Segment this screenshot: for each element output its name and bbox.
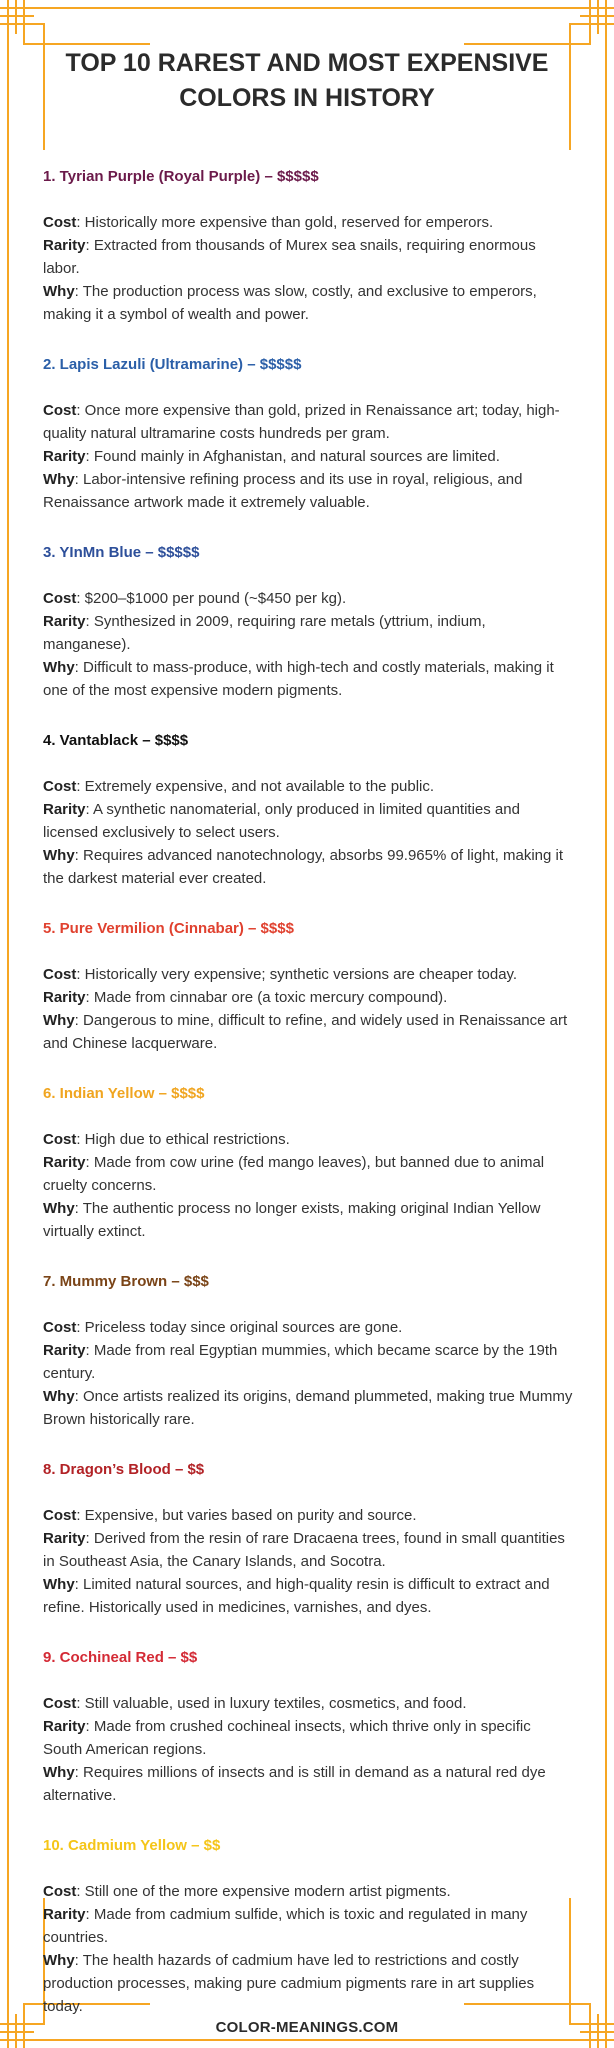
color-entry-2 [43, 353, 573, 514]
cost-label: Cost [43, 1695, 77, 1712]
cost-text: : Historically very expensive; synthetic versions are cheaper today. [76, 966, 518, 983]
entry-heading: 1. Tyrian Purple (Royal Purple) – $$$$$ [43, 168, 319, 185]
why-text: : Labor-intensive refining process and its use in royal, religious, and Renaissance artwork made it extremely valuable. [43, 471, 523, 511]
rarity-line [43, 1903, 573, 1949]
rarity-label: Rarity [43, 1154, 86, 1171]
why-label: Why [43, 1576, 75, 1593]
color-entry-6 [43, 1082, 573, 1243]
why-line [43, 468, 573, 514]
frame-corner-top-right [562, 0, 614, 52]
cost-label: Cost [43, 966, 77, 983]
cost-text: : Still valuable, used in luxury textiles, cosmetics, and food. [76, 1695, 467, 1712]
rarity-line [43, 1151, 573, 1197]
rarity-label: Rarity [43, 989, 86, 1006]
rarity-label: Rarity [43, 613, 86, 630]
cost-line [43, 1504, 573, 1527]
rarity-label: Rarity [43, 801, 86, 818]
why-text: : The health hazards of cadmium have led to restrictions and costly production processes, making pure cadmium pigments rare in art supplies today. [43, 1952, 535, 2015]
page-title: TOP 10 RAREST AND MOST EXPENSIVE COLORS IN HISTORY [65, 49, 549, 112]
cost-line [43, 963, 573, 986]
rarity-line [43, 1339, 573, 1385]
cost-line [43, 1316, 573, 1339]
rarity-text: : Made from cadmium sulfide, which is toxic and regulated in many countries. [43, 1906, 528, 1946]
why-line [43, 1009, 573, 1055]
cost-line [43, 399, 573, 445]
rarity-text: : A synthetic nanomaterial, only produced in limited quantities and licensed exclusively to select users. [43, 801, 520, 841]
cost-line [43, 1692, 573, 1715]
cost-text: : Historically more expensive than gold, reserved for emperors. [76, 214, 494, 231]
frame-corner-top-left [0, 0, 52, 52]
rarity-label: Rarity [43, 448, 86, 465]
entry-heading: 6. Indian Yellow – $$$$ [43, 1085, 205, 1102]
rarity-line [43, 986, 573, 1009]
why-text: : Requires millions of insects and is still in demand as a natural red dye alternative. [43, 1764, 546, 1804]
color-entry-4 [43, 729, 573, 890]
rarity-text: : Synthesized in 2009, requiring rare metals (yttrium, indium, manganese). [43, 613, 486, 653]
entry-heading: 7. Mummy Brown – $$$ [43, 1273, 209, 1290]
why-label: Why [43, 659, 75, 676]
color-entry-8 [43, 1458, 573, 1619]
entry-heading: 5. Pure Vermilion (Cinnabar) – $$$$ [43, 920, 294, 937]
why-line [43, 844, 573, 890]
color-entry-9 [43, 1646, 573, 1807]
why-line [43, 656, 573, 702]
cost-text: : Expensive, but varies based on purity and source. [76, 1507, 417, 1524]
why-label: Why [43, 471, 75, 488]
why-text: : Once artists realized its origins, demand plummeted, making true Mummy Brown historically rare. [43, 1388, 573, 1428]
rarity-text: : Found mainly in Afghanistan, and natural sources are limited. [85, 448, 500, 465]
rarity-line [43, 234, 573, 280]
why-line [43, 1197, 573, 1243]
cost-label: Cost [43, 402, 77, 419]
cost-text: : Priceless today since original sources are gone. [76, 1319, 403, 1336]
why-line [43, 1949, 573, 2018]
cost-text: : Still one of the more expensive modern artist pigments. [76, 1883, 451, 1900]
cost-text: : Once more expensive than gold, prized in Renaissance art; today, high-quality natural ultramarine costs hundreds per gram. [43, 402, 560, 442]
why-label: Why [43, 1388, 75, 1405]
why-text: : Difficult to mass-produce, with high-tech and costly materials, making it one of the most expensive modern pigments. [43, 659, 554, 699]
rarity-label: Rarity [43, 237, 86, 254]
color-entry-5 [43, 917, 573, 1055]
rarity-text: : Extracted from thousands of Murex sea snails, requiring enormous labor. [43, 237, 536, 277]
rarity-line [43, 610, 573, 656]
rarity-text: : Made from real Egyptian mummies, which became scarce by the 19th century. [43, 1342, 558, 1382]
why-text: : Limited natural sources, and high-quality resin is difficult to extract and refine. Historically used in medicines, varnishes, and dyes. [43, 1576, 550, 1616]
rarity-label: Rarity [43, 1342, 86, 1359]
entry-heading: 3. YInMn Blue – $$$$$ [43, 544, 200, 561]
rarity-line [43, 1527, 573, 1573]
cost-label: Cost [43, 1883, 77, 1900]
cost-line [43, 775, 573, 798]
why-text: : The production process was slow, costly, and exclusive to emperors, making it a symbol of wealth and power. [43, 283, 537, 323]
rarity-label: Rarity [43, 1906, 86, 1923]
cost-text: : High due to ethical restrictions. [76, 1131, 290, 1148]
entry-heading: 2. Lapis Lazuli (Ultramarine) – $$$$$ [43, 356, 302, 373]
color-list [43, 165, 573, 2045]
rarity-line [43, 798, 573, 844]
cost-label: Cost [43, 1507, 77, 1524]
site-footer: COLOR-MEANINGS.COM [215, 2019, 399, 2036]
rarity-text: : Made from crushed cochineal insects, which thrive only in specific South American regions. [43, 1718, 531, 1758]
rarity-line [43, 1715, 573, 1761]
why-label: Why [43, 1200, 75, 1217]
cost-label: Cost [43, 214, 77, 231]
cost-line [43, 1880, 573, 1903]
rarity-label: Rarity [43, 1530, 86, 1547]
why-text: : Requires advanced nanotechnology, absorbs 99.965% of light, making it the darkest material ever created. [43, 847, 564, 887]
color-entry-7 [43, 1270, 573, 1431]
cost-line [43, 587, 573, 610]
cost-text: : $200–$1000 per pound (~$450 per kg). [76, 590, 347, 607]
entry-heading: 8. Dragon’s Blood – $$ [43, 1461, 205, 1478]
cost-label: Cost [43, 778, 77, 795]
color-entry-3 [43, 541, 573, 702]
entry-heading: 4. Vantablack – $$$$ [43, 732, 189, 749]
why-label: Why [43, 1764, 75, 1781]
why-label: Why [43, 1012, 75, 1029]
rarity-label: Rarity [43, 1718, 86, 1735]
color-entry-1 [43, 165, 573, 326]
why-text: : Dangerous to mine, difficult to refine, and widely used in Renaissance art and Chinese lacquerware. [43, 1012, 568, 1052]
cost-line [43, 1128, 573, 1151]
why-text: : The authentic process no longer exists, making original Indian Yellow virtually extinct. [43, 1200, 541, 1240]
rarity-text: : Derived from the resin of rare Dracaena trees, found in small quantities in Southeast Asia, the Canary Islands, and Socotra. [43, 1530, 565, 1570]
rarity-text: : Made from cow urine (fed mango leaves), but banned due to animal cruelty concerns. [43, 1154, 545, 1194]
why-label: Why [43, 1952, 75, 1969]
entry-heading: 9. Cochineal Red – $$ [43, 1649, 198, 1666]
why-line [43, 1385, 573, 1431]
rarity-line [43, 445, 573, 468]
entry-heading: 10. Cadmium Yellow – $$ [43, 1837, 221, 1854]
why-line [43, 280, 573, 326]
why-label: Why [43, 283, 75, 300]
cost-text: : Extremely expensive, and not available to the public. [76, 778, 435, 795]
cost-line [43, 211, 573, 234]
color-entry-10 [43, 1834, 573, 2018]
why-line [43, 1573, 573, 1619]
rarity-text: : Made from cinnabar ore (a toxic mercury compound). [85, 989, 448, 1006]
cost-label: Cost [43, 590, 77, 607]
why-label: Why [43, 847, 75, 864]
why-line [43, 1761, 573, 1807]
cost-label: Cost [43, 1319, 77, 1336]
cost-label: Cost [43, 1131, 77, 1148]
